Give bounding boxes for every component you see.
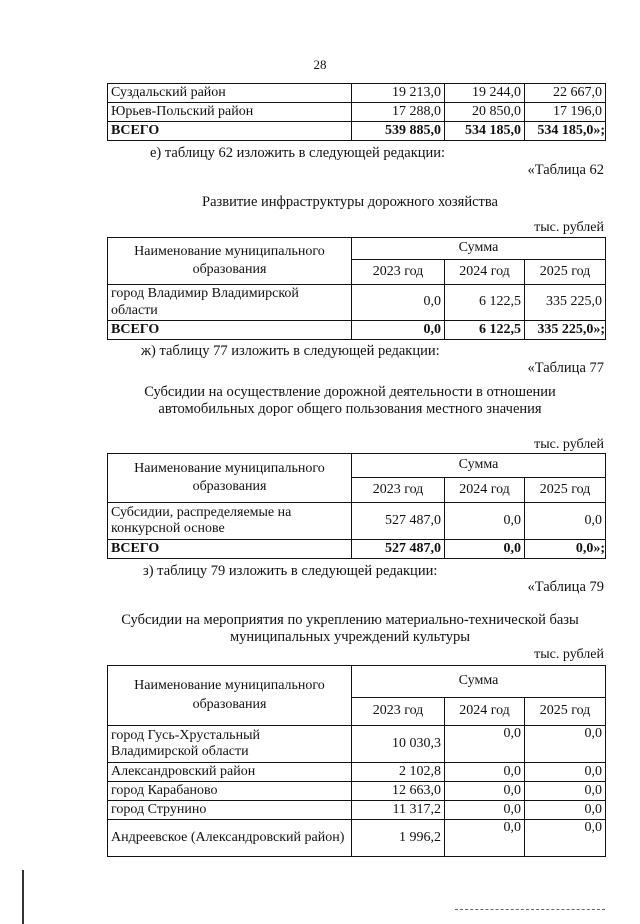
row-name: Юрьев-Польский район [108, 103, 352, 122]
header-2023: 2023 год [352, 260, 445, 285]
value-2023: 19 213,0 [352, 84, 445, 103]
caption-line: Субсидии на осуществление дорожной деятельности в отношении [144, 384, 556, 400]
table-79 [107, 665, 606, 857]
total-row [108, 321, 606, 340]
units-77: тыс. рублей [534, 437, 604, 452]
total-row [108, 540, 606, 559]
table-79-label: «Таблица 79 [527, 579, 604, 595]
value-2025: 0,0 [525, 503, 606, 540]
instruction-table-79: з) таблицу 79 изложить в следующей редакции: [143, 563, 438, 579]
value-2023: 11 317,2 [352, 801, 445, 820]
header-2023: 2023 год [352, 698, 445, 726]
header-sum: Сумма [352, 454, 606, 478]
total-2025-value: 0,0 [575, 540, 594, 556]
total-2025-value: 534 185,0 [537, 122, 594, 138]
total-2024: 6 122,5 [445, 321, 525, 340]
table-62 [107, 237, 606, 340]
page-number: 28 [313, 57, 327, 72]
header-2024: 2024 год [445, 478, 525, 503]
header-2025: 2025 год [525, 478, 606, 503]
total-2025 [525, 540, 606, 559]
closing-quote: »; [593, 321, 606, 337]
total-2023: 527 487,0 [352, 540, 445, 559]
closing-quote: »; [593, 540, 606, 556]
scan-edge-line [22, 870, 24, 924]
caption-line: автомобильных дорог общего пользования местного значения [158, 401, 542, 418]
table-62-label: «Таблица 62 [527, 162, 604, 178]
total-2025 [525, 122, 606, 141]
header-name: Наименование муниципального образования [108, 666, 352, 726]
total-2023: 539 885,0 [352, 122, 445, 141]
table-row [108, 782, 606, 801]
table-row [108, 503, 606, 540]
row-name: Александровский район [108, 763, 352, 782]
value-2024: 0,0 [445, 801, 525, 820]
table-row [108, 84, 606, 103]
value-2024: 6 122,5 [445, 285, 525, 321]
total-label: ВСЕГО [108, 122, 352, 141]
table-77 [107, 453, 606, 559]
header-2025: 2025 год [525, 260, 606, 285]
header-2024: 2024 год [445, 698, 525, 726]
table-continuation [107, 83, 606, 141]
value-2023: 0,0 [352, 285, 445, 321]
row-name: Андреевское (Александровский район) [108, 820, 352, 857]
value-2024: 0,0 [445, 503, 525, 540]
value-2025: 17 196,0 [525, 103, 606, 122]
row-name: город Струнино [108, 801, 352, 820]
caption-line: Субсидии на мероприятия по укреплению материально-технической базы [121, 612, 579, 628]
header-name: Наименование муниципального образования [108, 454, 352, 503]
value-2025: 0,0 [525, 820, 606, 857]
table-79-caption [90, 612, 610, 647]
total-2024: 534 185,0 [445, 122, 525, 141]
total-2023: 0,0 [352, 321, 445, 340]
total-2025 [525, 321, 606, 340]
total-2024: 0,0 [445, 540, 525, 559]
header-2024: 2024 год [445, 260, 525, 285]
total-label: ВСЕГО [108, 540, 352, 559]
value-2025: 335 225,0 [525, 285, 606, 321]
closing-quote: »; [593, 122, 605, 138]
table-row [108, 763, 606, 782]
instruction-table-77: ж) таблицу 77 изложить в следующей редакции: [141, 343, 440, 359]
value-2024: 0,0 [445, 726, 525, 763]
table-row [108, 726, 606, 763]
value-2023: 2 102,8 [352, 763, 445, 782]
value-2024: 0,0 [445, 763, 525, 782]
table-77-caption [100, 384, 600, 419]
row-name: город Владимир Владимирской области [108, 285, 352, 321]
value-2025: 22 667,0 [525, 84, 606, 103]
table-row [108, 285, 606, 321]
table-row [108, 820, 606, 857]
value-2025: 0,0 [525, 782, 606, 801]
header-2023: 2023 год [352, 478, 445, 503]
value-2024: 20 850,0 [445, 103, 525, 122]
instruction-table-62: е) таблицу 62 изложить в следующей редакции: [150, 145, 446, 161]
value-2023: 1 996,2 [352, 820, 445, 857]
header-sum: Сумма [352, 238, 606, 260]
value-2023: 527 487,0 [352, 503, 445, 540]
table-row [108, 801, 606, 820]
row-name: город Карабаново [108, 782, 352, 801]
value-2025: 0,0 [525, 801, 606, 820]
units-62: тыс. рублей [534, 220, 604, 235]
value-2023: 10 030,3 [352, 726, 445, 763]
total-2025-value: 335 225,0 [537, 321, 594, 337]
table-77-label: «Таблица 77 [527, 360, 604, 376]
scan-footer-dash [455, 909, 605, 911]
row-name: Суздальский район [108, 84, 352, 103]
total-label: ВСЕГО [108, 321, 352, 340]
row-name: Субсидии, распределяемые на конкурсной основе [108, 503, 352, 540]
value-2023: 17 288,0 [352, 103, 445, 122]
value-2024: 19 244,0 [445, 84, 525, 103]
table-62-caption: Развитие инфраструктуры дорожного хозяйства [202, 194, 498, 210]
total-row [108, 122, 606, 141]
header-name: Наименование муниципального образования [108, 238, 352, 285]
row-name: город Гусь-Хрустальный Владимирской области [108, 726, 352, 763]
value-2024: 0,0 [445, 820, 525, 857]
units-79: тыс. рублей [534, 647, 604, 662]
header-2025: 2025 год [525, 698, 606, 726]
value-2025: 0,0 [525, 763, 606, 782]
caption-line: муниципальных учреждений культуры [229, 629, 471, 646]
value-2023: 12 663,0 [352, 782, 445, 801]
table-row [108, 103, 606, 122]
value-2025: 0,0 [525, 726, 606, 763]
header-sum: Сумма [352, 666, 606, 698]
value-2024: 0,0 [445, 782, 525, 801]
